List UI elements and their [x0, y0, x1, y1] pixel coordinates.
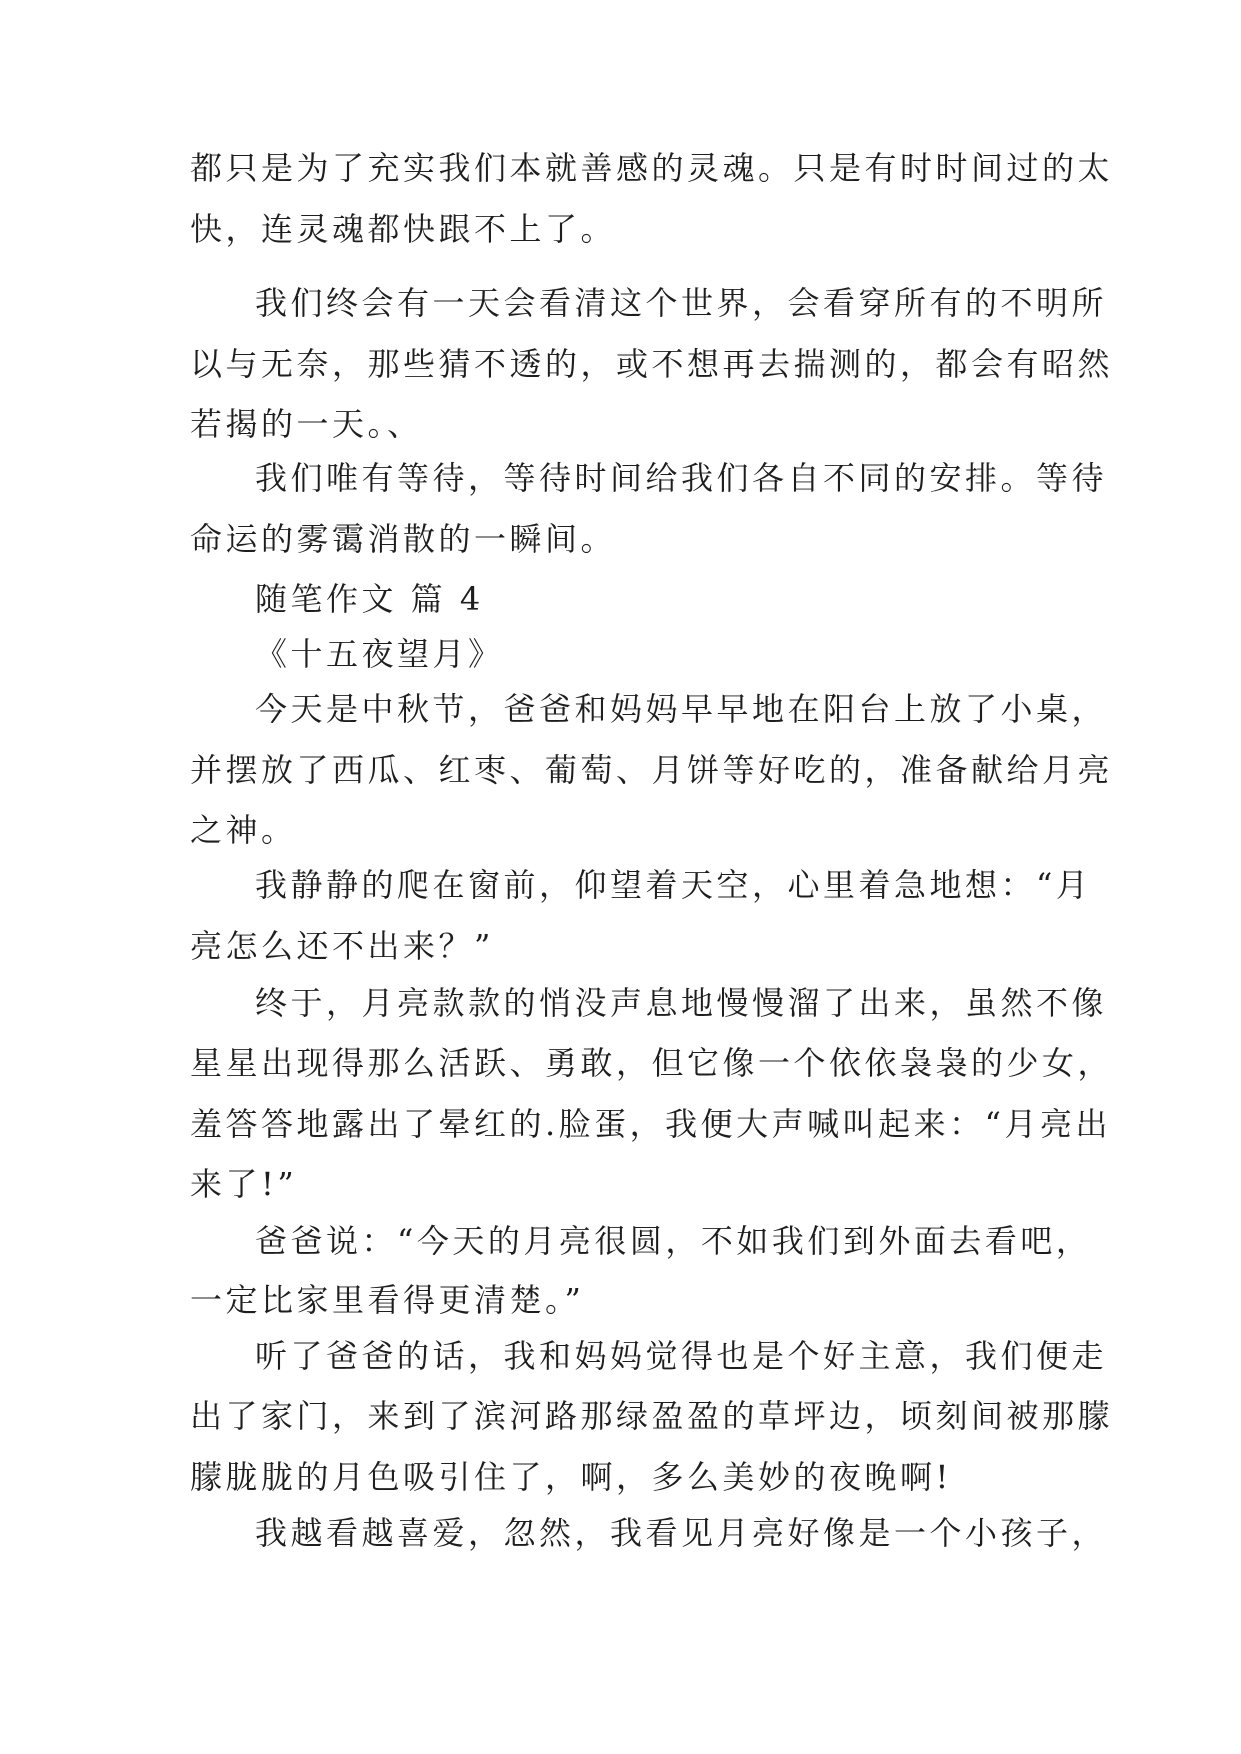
text-line: 若揭的一天。、	[190, 405, 423, 443]
text-line: 快，连灵魂都快跟不上了。	[190, 210, 617, 248]
text-line: 亮怎么还不出来？”	[190, 927, 494, 965]
text-line: 命运的雾霭消散的一瞬间。	[190, 520, 617, 558]
text-line: 来了!”	[190, 1165, 298, 1203]
text-line: 我越看越喜爱，忽然，我看见月亮好像是一个小孩子，	[255, 1514, 1108, 1552]
text-line: 以与无奈，那些猜不透的，或不想再去揣测的，都会有昭然	[190, 345, 1114, 383]
text-line: 之神。	[190, 811, 297, 849]
text-line: 我们唯有等待，等待时间给我们各自不同的安排。等待	[255, 459, 1108, 497]
text-line: 并摆放了西瓜、红枣、葡萄、月饼等好吃的，准备献给月亮	[190, 751, 1114, 789]
text-line: 听了爸爸的话，我和妈妈觉得也是个好主意，我们便走	[255, 1337, 1108, 1375]
text-line: 终于，月亮款款的悄没声息地慢慢溜了出来，虽然不像	[255, 984, 1108, 1022]
text-line: 一定比家里看得更清楚。”	[190, 1281, 585, 1319]
text-line: 都只是为了充实我们本就善感的灵魂。只是有时时间过的太	[190, 149, 1114, 187]
text-line: 出了家门，来到了滨河路那绿盈盈的草坪边，顷刻间被那朦	[190, 1397, 1114, 1435]
essay-title: 《十五夜望月》	[255, 635, 504, 673]
text-line: 我静静的爬在窗前，仰望着天空，心里着急地想：“月	[255, 866, 1092, 904]
text-line: 今天是中秋节，爸爸和妈妈早早地在阳台上放了小桌，	[255, 690, 1108, 728]
text-line: 朦胧胧的月色吸引住了，啊，多么美妙的夜晚啊!	[190, 1458, 952, 1496]
text-line: 我们终会有一天会看清这个世界，会看穿所有的不明所	[255, 284, 1108, 322]
text-line: 星星出现得那么活跃、勇敢，但它像一个依依袅袅的少女，	[190, 1044, 1114, 1082]
section-heading: 随笔作文 篇 4	[255, 580, 484, 618]
text-line: 羞答答地露出了晕红的.脸蛋，我便大声喊叫起来：“月亮出	[190, 1105, 1112, 1143]
text-line: 爸爸说：“今天的月亮很圆，不如我们到外面去看吧，	[255, 1222, 1092, 1260]
